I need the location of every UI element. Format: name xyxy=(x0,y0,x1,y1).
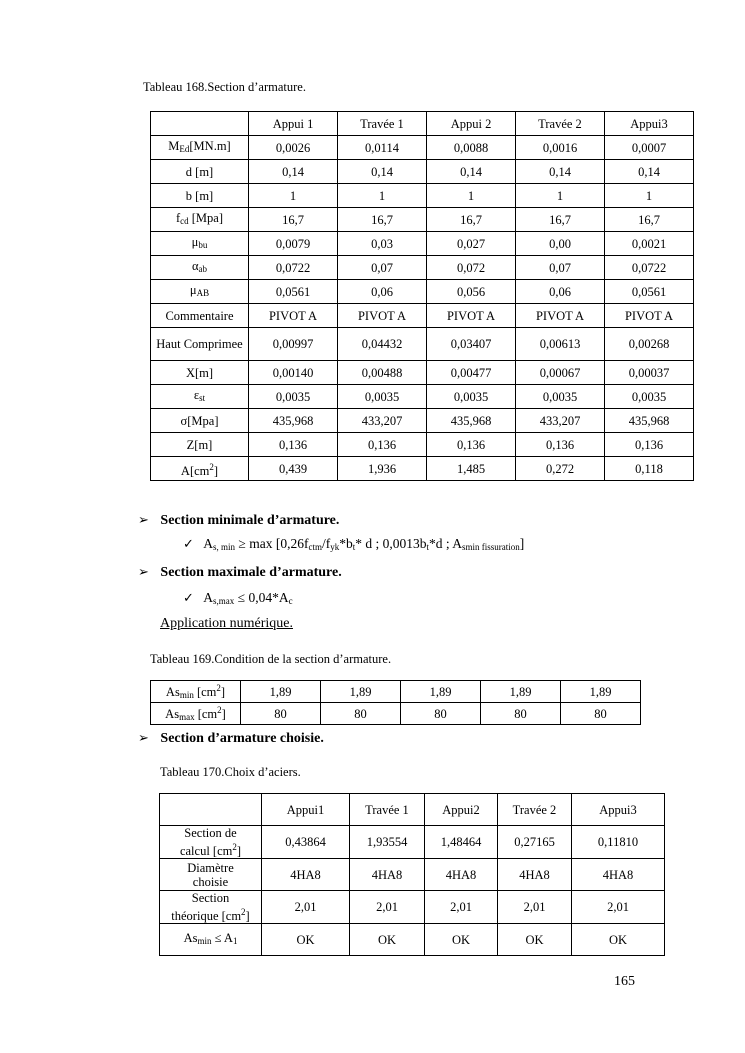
table-cell: 16,7 xyxy=(338,208,427,232)
check-mark-icon: ✓ xyxy=(183,536,194,551)
row-label-cell xyxy=(151,184,249,208)
row-label-main: μ xyxy=(191,235,199,249)
row-label-sub: max xyxy=(179,712,195,722)
row-label-cell xyxy=(151,681,241,703)
table-cell: 0,0035 xyxy=(338,385,427,409)
table-cell: OK xyxy=(350,924,425,956)
row-label-cell xyxy=(151,136,249,160)
arrow-bullet-icon: ➢ xyxy=(138,564,149,579)
table-cell: PIVOT A xyxy=(516,304,605,328)
row-label-b: ≤ A xyxy=(211,931,233,945)
table-cell: 0,03 xyxy=(338,232,427,256)
table-row xyxy=(151,457,694,481)
table-cell: 16,7 xyxy=(427,208,516,232)
table-cell: 0,04432 xyxy=(338,328,427,361)
table-cell: 2,01 xyxy=(572,891,665,924)
table-cell: 80 xyxy=(321,703,401,725)
table-header-cell: Appui3 xyxy=(572,794,665,826)
table-cell: 0,0035 xyxy=(605,385,694,409)
table-cell: 16,7 xyxy=(605,208,694,232)
table-169-caption: Tableau 169.Condition de la section d’armature. xyxy=(150,652,392,666)
table-cell: 0,27165 xyxy=(498,826,572,859)
section-choice-heading xyxy=(138,730,324,747)
table-cell: 0,07 xyxy=(516,256,605,280)
table-cell: 433,207 xyxy=(516,409,605,433)
row-label-cell xyxy=(160,924,262,956)
row-label-cell xyxy=(151,457,249,481)
table-cell: 4HA8 xyxy=(498,859,572,891)
row-label-b: choisie xyxy=(192,874,229,889)
row-label-end: ] xyxy=(220,685,226,699)
row-label-b-sub: 1 xyxy=(232,936,238,946)
page-number: 165 xyxy=(614,974,635,989)
row-label-main: M xyxy=(168,139,180,153)
table-cell: OK xyxy=(572,924,665,956)
table-cell: 0,0114 xyxy=(338,136,427,160)
section-choice-title: Section d’armature choisie. xyxy=(160,731,324,746)
table-cell: 0,0088 xyxy=(427,136,516,160)
table-cell: 0,136 xyxy=(427,433,516,457)
row-label-sup: 2 xyxy=(241,907,246,917)
table-row xyxy=(151,361,694,385)
row-label-main: α xyxy=(191,259,199,273)
row-label-sub: min xyxy=(179,690,194,700)
table-cell: 433,207 xyxy=(338,409,427,433)
table-row xyxy=(151,409,694,433)
table-cell: 0,0079 xyxy=(249,232,338,256)
table-header-cell xyxy=(151,112,249,136)
row-label-sup: 2 xyxy=(217,705,222,715)
row-label-end: ] xyxy=(245,909,250,923)
table-cell: 1,89 xyxy=(481,681,561,703)
row-label-cell xyxy=(151,304,249,328)
table-cell: 0,118 xyxy=(605,457,694,481)
table-cell: 0,03407 xyxy=(427,328,516,361)
row-label-main: f xyxy=(175,211,181,225)
table-cell: 0,14 xyxy=(338,160,427,184)
table-cell: 0,0035 xyxy=(427,385,516,409)
section-min-title: Section minimale d’armature. xyxy=(160,513,340,528)
table-cell: OK xyxy=(262,924,350,956)
table-header-cell: Travée 1 xyxy=(338,112,427,136)
table-cell: 1,48464 xyxy=(425,826,498,859)
table-cell: PIVOT A xyxy=(605,304,694,328)
row-label-cell xyxy=(151,256,249,280)
table-cell: 4HA8 xyxy=(572,859,665,891)
row-label-sup: 2 xyxy=(209,461,214,472)
table-row xyxy=(160,924,665,956)
table-cell: 0,06 xyxy=(516,280,605,304)
section-max-formula: ✓ $A_{s,max} \le 0,04*A_c$ xyxy=(183,590,293,606)
table-row xyxy=(151,304,694,328)
table-cell: 4HA8 xyxy=(425,859,498,891)
table-cell: 0,43864 xyxy=(262,826,350,859)
table-header-cell xyxy=(160,794,262,826)
row-label-b: théorique [cm xyxy=(171,909,242,923)
table-cell: 0,00268 xyxy=(605,328,694,361)
table-cell: 0,14 xyxy=(516,160,605,184)
check-mark-icon: ✓ xyxy=(183,590,194,605)
table-cell: 16,7 xyxy=(516,208,605,232)
table-cell: 0,136 xyxy=(516,433,605,457)
table-cell: 0,00 xyxy=(516,232,605,256)
table-cell: 1 xyxy=(427,184,516,208)
row-label-tail: [MN.m] xyxy=(189,139,231,153)
row-label: b [m] xyxy=(185,188,214,203)
row-label-cell xyxy=(151,361,249,385)
table-cell: 80 xyxy=(241,703,321,725)
table-row xyxy=(151,433,694,457)
table-cell: 4HA8 xyxy=(350,859,425,891)
table-header-row xyxy=(151,112,694,136)
row-label-cell xyxy=(160,826,262,859)
table-row xyxy=(151,681,641,703)
table-cell: 0,0035 xyxy=(249,385,338,409)
table-cell: 0,07 xyxy=(338,256,427,280)
table-cell: 1,485 xyxy=(427,457,516,481)
table-170 xyxy=(159,793,665,956)
table-cell: 0,027 xyxy=(427,232,516,256)
table-cell: 435,968 xyxy=(249,409,338,433)
table-cell: 80 xyxy=(481,703,561,725)
table-cell: 0,00037 xyxy=(605,361,694,385)
table-cell: 0,11810 xyxy=(572,826,665,859)
row-label-a: Diamètre xyxy=(187,860,234,875)
table-cell: 4HA8 xyxy=(262,859,350,891)
row-label: Haut Comprimee xyxy=(156,337,243,351)
table-header-cell: Appui 1 xyxy=(249,112,338,136)
table-cell: 0,072 xyxy=(427,256,516,280)
table-row xyxy=(160,891,665,924)
table-cell: 435,968 xyxy=(605,409,694,433)
row-label-main: μ xyxy=(189,283,197,297)
row-label-tail: ] xyxy=(213,463,219,478)
row-label-sub: st xyxy=(199,393,206,403)
table-cell: 0,14 xyxy=(427,160,516,184)
table-header-cell: Travée 2 xyxy=(498,794,572,826)
table-row xyxy=(151,184,694,208)
row-label-cell xyxy=(151,208,249,232)
row-label-cell xyxy=(151,328,249,361)
table-cell: 1,89 xyxy=(561,681,641,703)
table-cell: OK xyxy=(498,924,572,956)
row-label-cell xyxy=(151,703,241,725)
section-min-heading xyxy=(138,512,339,529)
row-label-cell xyxy=(151,280,249,304)
table-cell: 0,0722 xyxy=(249,256,338,280)
row-label-tail: [cm xyxy=(194,707,218,721)
row-label-sub: Ed xyxy=(179,144,190,154)
table-cell: 0,00477 xyxy=(427,361,516,385)
table-row xyxy=(151,280,694,304)
table-cell: 0,14 xyxy=(249,160,338,184)
table-cell: 1,89 xyxy=(321,681,401,703)
table-row xyxy=(151,385,694,409)
row-label-a: Section de xyxy=(184,826,237,840)
table-row xyxy=(160,826,665,859)
table-cell: 1,93554 xyxy=(350,826,425,859)
table-169 xyxy=(150,680,641,725)
row-label-cell xyxy=(160,891,262,924)
table-cell: 80 xyxy=(401,703,481,725)
arrow-bullet-icon: ➢ xyxy=(138,730,149,745)
table-cell: 0,06 xyxy=(338,280,427,304)
row-label-cell xyxy=(151,385,249,409)
table-cell: 0,00613 xyxy=(516,328,605,361)
table-cell: 0,0561 xyxy=(605,280,694,304)
table-cell: PIVOT A xyxy=(249,304,338,328)
row-label: X[m] xyxy=(185,365,214,380)
table-cell: 1 xyxy=(605,184,694,208)
row-label-sup: 2 xyxy=(216,683,221,693)
application-numerique-heading: Application numérique. xyxy=(160,616,293,631)
row-label-main: ε xyxy=(193,388,200,402)
row-label-b: calcul [cm xyxy=(179,844,233,858)
row-label-a: As xyxy=(183,931,198,945)
row-label-a: Section xyxy=(191,891,230,905)
table-row xyxy=(151,208,694,232)
table-cell: 1,89 xyxy=(241,681,321,703)
table-cell: 1,89 xyxy=(401,681,481,703)
table-header-cell: Travée 1 xyxy=(350,794,425,826)
table-header-cell: Appui3 xyxy=(605,112,694,136)
row-label: Z[m] xyxy=(186,437,213,452)
table-cell: 0,439 xyxy=(249,457,338,481)
row-label-a-sub: min xyxy=(197,936,212,946)
row-label-cell xyxy=(151,232,249,256)
table-cell: 0,0007 xyxy=(605,136,694,160)
row-label-main: As xyxy=(165,685,180,699)
table-row xyxy=(151,256,694,280)
table-cell: 0,00488 xyxy=(338,361,427,385)
table-cell: 2,01 xyxy=(350,891,425,924)
row-label-sub: ab xyxy=(198,264,208,274)
table-cell: 0,0561 xyxy=(249,280,338,304)
table-cell: 0,0035 xyxy=(516,385,605,409)
section-max-title: Section maximale d’armature. xyxy=(160,565,342,580)
table-row xyxy=(151,328,694,361)
section-min-formula: ✓ $A_{s, min} \ge \max [0,26f_{ctm}/f_{yk}*b_t*$ d ; $0,0013b_t*d$ ; $A_{smin fissuration}$] xyxy=(183,536,525,552)
table-row xyxy=(151,703,641,725)
row-label: σ[Mpa] xyxy=(180,413,219,428)
table-row xyxy=(160,859,665,891)
table-170-caption: Tableau 170.Choix d’aciers. xyxy=(160,765,301,779)
row-label-sup: 2 xyxy=(232,842,237,852)
table-cell: 0,272 xyxy=(516,457,605,481)
table-cell: 0,00997 xyxy=(249,328,338,361)
table-cell: 1 xyxy=(249,184,338,208)
table-row xyxy=(151,136,694,160)
table-header-cell: Travée 2 xyxy=(516,112,605,136)
row-label-cell xyxy=(160,859,262,891)
row-label-cell xyxy=(151,409,249,433)
table-cell: 1 xyxy=(516,184,605,208)
table-cell: PIVOT A xyxy=(338,304,427,328)
row-label-tail: [Mpa] xyxy=(188,211,224,225)
row-label-cell xyxy=(151,160,249,184)
table-cell: 0,14 xyxy=(605,160,694,184)
table-cell: 80 xyxy=(561,703,641,725)
row-label-tail: [cm xyxy=(193,685,217,699)
table-cell: 16,7 xyxy=(249,208,338,232)
table-cell: PIVOT A xyxy=(427,304,516,328)
row-label: Commentaire xyxy=(165,308,234,323)
row-label-main: A[cm xyxy=(180,463,210,478)
table-cell: 2,01 xyxy=(425,891,498,924)
table-cell: 0,136 xyxy=(249,433,338,457)
table-cell: 0,0016 xyxy=(516,136,605,160)
table-cell: 0,0722 xyxy=(605,256,694,280)
table-cell: 0,0021 xyxy=(605,232,694,256)
section-max-heading xyxy=(138,564,342,581)
table-cell: 2,01 xyxy=(498,891,572,924)
row-label-sub: AB xyxy=(196,288,210,298)
table-cell: 0,00140 xyxy=(249,361,338,385)
row-label-cell xyxy=(151,433,249,457)
row-label-sub: cd xyxy=(180,216,189,226)
table-cell: 0,056 xyxy=(427,280,516,304)
table-cell: 435,968 xyxy=(427,409,516,433)
table-header-row xyxy=(160,794,665,826)
table-row xyxy=(151,160,694,184)
table-cell: 0,136 xyxy=(605,433,694,457)
table-header-cell: Appui 2 xyxy=(427,112,516,136)
table-168-caption: Tableau 168.Section d’armature. xyxy=(143,80,306,94)
table-cell: 0,136 xyxy=(338,433,427,457)
row-label-end: ] xyxy=(221,707,226,721)
table-row xyxy=(151,232,694,256)
table-cell: OK xyxy=(425,924,498,956)
row-label-sub: bu xyxy=(198,240,208,250)
table-168 xyxy=(150,111,694,481)
table-cell: 0,0026 xyxy=(249,136,338,160)
table-header-cell: Appui1 xyxy=(262,794,350,826)
table-cell: 1,936 xyxy=(338,457,427,481)
table-header-cell: Appui2 xyxy=(425,794,498,826)
table-cell: 0,00067 xyxy=(516,361,605,385)
table-cell: 2,01 xyxy=(262,891,350,924)
table-cell: 1 xyxy=(338,184,427,208)
arrow-bullet-icon: ➢ xyxy=(138,512,149,527)
row-label-main: As xyxy=(165,707,180,721)
row-label: d [m] xyxy=(185,164,214,179)
row-label-end: ] xyxy=(236,844,242,858)
